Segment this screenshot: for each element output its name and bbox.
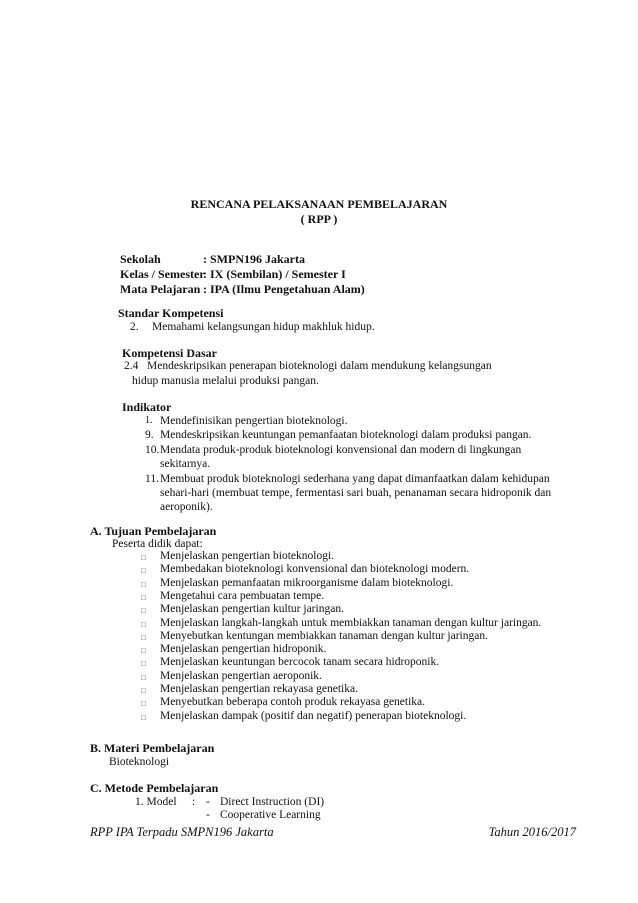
bullet-icon: □ (141, 553, 146, 562)
tujuan-item: Menjelaskan pengertian rekayasa genetika. (160, 683, 358, 695)
bullet-icon: □ (141, 673, 146, 682)
indikator-num: 1. (145, 415, 153, 426)
footer-right: Tahun 2016/2017 (488, 825, 576, 839)
doc-title: RENCANA PELAKSANAAN PEMBELAJARAN (190, 197, 448, 211)
standar-text: Memahami kelangsungan hidup makhluk hidup. (152, 321, 375, 333)
kompetensi-line2: hidup manusia melalui produksi pangan. (132, 375, 319, 387)
standar-num: 2. (130, 321, 139, 333)
tujuan-item: Menjelaskan pengertian bioteknologi. (160, 550, 335, 562)
tujuan-item: Menjelaskan langkah-langkah untuk membiakkan tanaman dengan kultur jaringan. (160, 617, 542, 629)
indikator-text: Mendata produk-produk bioteknologi konvensional dan modern di lingkungan (160, 444, 522, 456)
bullet-icon: □ (141, 659, 146, 668)
indikator-text: aeroponik). (160, 501, 213, 513)
mapel-label: Mata Pelajaran (120, 282, 201, 296)
tujuan-item: Menjelaskan pengertian hidroponik. (160, 643, 327, 655)
tujuan-item: Menyebutkan beberapa contoh produk rekayasa genetika. (160, 696, 426, 708)
tujuan-item: Menjelaskan pengertian aeroponik. (160, 670, 322, 682)
sekolah-label: Sekolah (120, 252, 161, 266)
metode-model-label: 1. Model (135, 796, 177, 808)
kelas-value: : IX (Sembilan) / Semester I (203, 267, 346, 281)
tujuan-item: Mengetahui cara pembuatan tempe. (160, 590, 325, 602)
bullet-icon: □ (141, 633, 146, 642)
bullet-icon: □ (141, 699, 146, 708)
tujuan-item: Menjelaskan dampak (positif dan negatif) penerapan bioteknologi. (160, 710, 467, 722)
bullet-icon: □ (141, 620, 146, 629)
metode-item: Direct Instruction (DI) (220, 796, 325, 808)
sekolah-value: : SMPN196 Jakarta (203, 252, 305, 266)
indikator-heading: Indikator (122, 400, 172, 414)
bullet-icon: □ (141, 686, 146, 695)
tujuan-item: Membedakan bioteknologi konvensional dan bioteknologi modern. (160, 563, 470, 575)
indikator-num: 10. (145, 444, 160, 456)
metode-heading: C. Metode Pembelajaran (90, 781, 219, 795)
list-dash: - (206, 796, 210, 808)
bullet-icon: □ (141, 713, 146, 722)
tujuan-item: Menjelaskan pengertian kultur jaringan. (160, 603, 344, 615)
footer-left: RPP IPA Terpadu SMPN196 Jakarta (90, 825, 274, 839)
bullet-icon: □ (141, 646, 146, 655)
tujuan-item: Menjelaskan keuntungan bercocok tanam secara hidroponik. (160, 656, 440, 668)
tujuan-heading: A. Tujuan Pembelajaran (90, 524, 217, 538)
standar-heading: Standar Kompetensi (118, 306, 224, 320)
indikator-num: 9. (145, 429, 154, 441)
materi-heading: B. Materi Pembelajaran (90, 741, 215, 755)
kelas-label: Kelas / Semester (120, 267, 205, 281)
indikator-text: sehari-hari (membuat tempe, fermentasi sari buah, penanaman secara hidroponik dan (160, 487, 552, 499)
bullet-icon: □ (141, 566, 146, 575)
tujuan-item: Menyebutkan kentungan membiakkan tanaman dengan kultur jaringan. (160, 630, 488, 642)
materi-text: Bioteknologi (109, 756, 170, 768)
bullet-icon: □ (141, 606, 146, 615)
doc-subtitle: ( RPP ) (300, 212, 338, 226)
indikator-text: Mendefinisikan pengertian bioteknologi. (160, 415, 348, 427)
kompetensi-line1: 2.4 Mendeskripsikan penerapan bioteknologi dalam mendukung kelangsungan (124, 360, 492, 372)
mapel-value: : IPA (Ilmu Pengetahuan Alam) (203, 282, 365, 296)
metode-colon: : (192, 796, 196, 808)
indikator-text: sekitarnya. (160, 458, 211, 470)
kompetensi-heading: Kompetensi Dasar (122, 346, 217, 360)
bullet-icon: □ (141, 580, 146, 589)
indikator-text: Membuat produk bioteknologi sederhana yang dapat dimanfaatkan dalam kehidupan (160, 473, 550, 485)
indikator-num: 11. (145, 473, 159, 485)
metode-item: Cooperative Learning (220, 809, 321, 821)
indikator-text: Mendeskripsikan keuntungan pemanfaatan bioteknologi dalam produksi pangan. (160, 429, 532, 441)
tujuan-intro: Peserta didik dapat: (112, 538, 203, 550)
bullet-icon: □ (141, 593, 146, 602)
list-dash: - (206, 809, 210, 821)
tujuan-item: Menjelaskan pemanfaatan mikroorganisme dalam bioteknologi. (160, 577, 454, 589)
